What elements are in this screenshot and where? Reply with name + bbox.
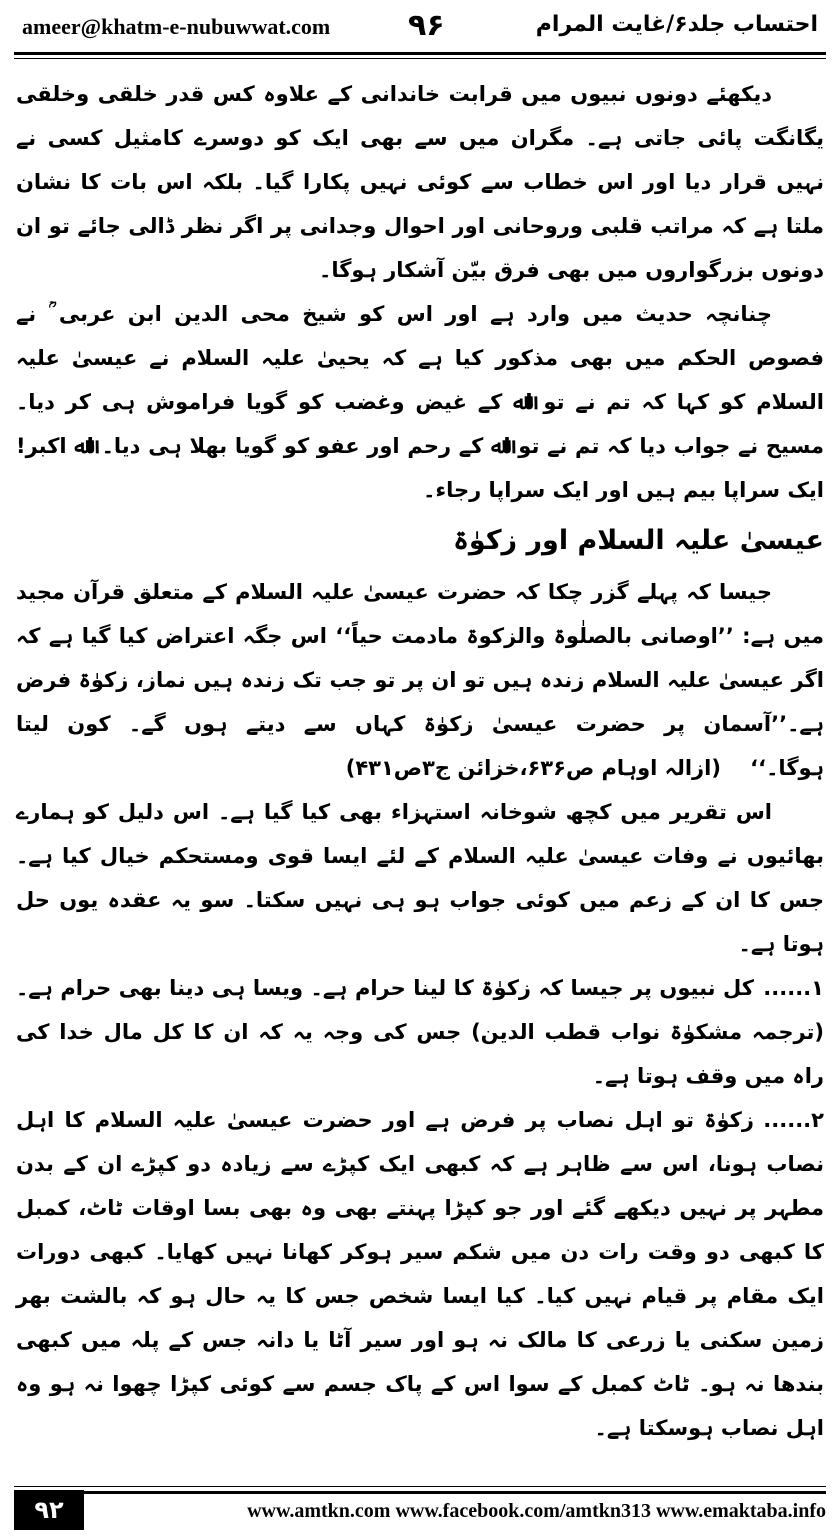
page-footer xyxy=(0,1480,840,1540)
page-header xyxy=(0,0,840,60)
footer-page-number: ۹۲ xyxy=(14,1490,84,1530)
footer-rule-thin xyxy=(14,1486,826,1487)
header-email: ameer@khatm-e-nubuwwat.com xyxy=(22,14,331,39)
item-1-text: کل نبیوں پر جیسا کہ زکوٰۃ کا لینا حرام ہے۔ ویسا ہی دینا بھی حرام ہے۔(ترجمہ مشکوٰۃ نواب قطب الدین) جس کی وجہ یہ کہ ان کا کل مال خدا کی راہ میں وقف ہوتا ہے۔ xyxy=(16,976,824,1088)
header-rule xyxy=(14,52,826,55)
list-item xyxy=(16,966,824,1098)
header-page-number: ۹۶ xyxy=(408,8,445,43)
paragraph-1: دیکھئے دونوں نبیوں میں قرابت خاندانی کے علاوہ کس قدر خلقی وخلقی یگانگت پائی جاتی ہے۔ مگران میں سے بھی ایک کو دوسرے کامثیل کسی نے نہیں قرار دیا اور اس خطاب سے کوئی نہیں پکارا گیا۔ بلکہ اس بات کا نشان ملتا ہے کہ مراتب قلبی وروحانی اور احوال وجدانی پر اگر نظر ڈالی جائے تو ان دونوں بزرگواروں میں بھی فرق بیّن آشکار ہوگا۔ xyxy=(16,82,824,282)
paragraph-2: چنانچہ حدیث میں وارد ہے اور اس کو شیخ محی الدین ابن عربی ؒ نے فصوص الحکم میں بھی مذکور کیا ہے کہ یحییٰ علیہ السلام نے عیسیٰ علیہ السلام کو کہا کہ تم نے تو اﷲ کے غیض وغضب کو گویا فراموش ہی کر دیا۔ مسیح نے جواب دیا کہ تم نے تو اﷲ کے رحم اور عفو کو گویا بھلا ہی دیا۔ اﷲ اکبر! ایک سراپا بیم ہیں اور ایک سراپا رجاء۔ xyxy=(16,302,824,502)
item-1-number: ۱...... xyxy=(763,976,824,1000)
footer-links: www.amtkn.com www.facebook.com/amtkn313 www.emaktaba.info xyxy=(247,1500,826,1522)
item-2-number: ۲...... xyxy=(763,1108,824,1132)
paragraph-3 xyxy=(16,570,824,790)
footer-rule xyxy=(14,1491,826,1494)
section-heading: عیسیٰ علیہ السلام اور زکوٰۃ xyxy=(453,525,824,556)
header-rule-thin xyxy=(14,58,826,59)
citation: (ازالہ اوہام ص۶۳۶،خزائن ج۳ص۴۳۱) xyxy=(345,756,721,780)
item-2-text: زکوٰۃ تو اہل نصاب پر فرض ہے اور حضرت عیسیٰ علیہ السلام کا اہل نصاب ہونا، اس سے ظاہر ہے کہ کبھی ایک کپڑے سے زیادہ دو کپڑے ان کے بدن مطہر پر نہیں دیکھے گئے اور جو کپڑا پہنتے بھی وہ بھی بسا اوقات ٹاٹ، کمبل کا کبھی دو وقت رات دن میں شکم سیر ہوکر کھانا نہیں کھایا۔ کبھی دورات ایک مقام پر قیام نہیں کیا۔ کیا ایسا شخص جس کا یہ حال ہو کہ بالشت بھر زمین سکنی یا زرعی کا مالک نہ ہو اور سیر آٹا یا دانہ جس کے پلہ میں کبھی بندھا نہ ہو۔ ٹاٹ کمبل کے سوا اس کے پاک جسم سے کوئی کپڑا چھوا نہ ہو وہ اہل نصاب ہوسکتا ہے۔ xyxy=(16,1108,824,1440)
page-body xyxy=(16,72,824,1462)
list-item xyxy=(16,1098,824,1450)
paragraph-3-text: جیسا کہ پہلے گزر چکا کہ حضرت عیسیٰ علیہ السلام کے متعلق قرآن مجید میں ہے: ’’اوصانی بالصلٰوۃ والزکوۃ مادمت حیاً‘‘ اس جگہ اعتراض کیا گیا ہے کہ اگر عیسیٰ علیہ السلام زندہ ہیں تو ان پر تو جب تک زندہ ہیں نماز، زکوٰۃ فرض ہے۔’’آسمان پر حضرت عیسیٰ زکوٰۃ کہاں سے دیتے ہوں گے۔ کون لیتا ہوگا۔‘‘ xyxy=(16,580,824,780)
paragraph-4: اس تقریر میں کچھ شوخانہ استہزاء بھی کیا گیا ہے۔ اس دلیل کو ہمارے بھائیوں نے وفات عیسیٰ علیہ السلام کے لئے ایسا قوی ومستحکم خیال کیا ہے۔ جس کا ان کے زعم میں کوئی جواب ہو ہی نہیں سکتا۔ سو یہ عقدہ یوں حل ہوتا ہے۔ xyxy=(16,800,824,956)
header-book-title: احتساب جلد۶/غایت المرام xyxy=(535,12,818,37)
